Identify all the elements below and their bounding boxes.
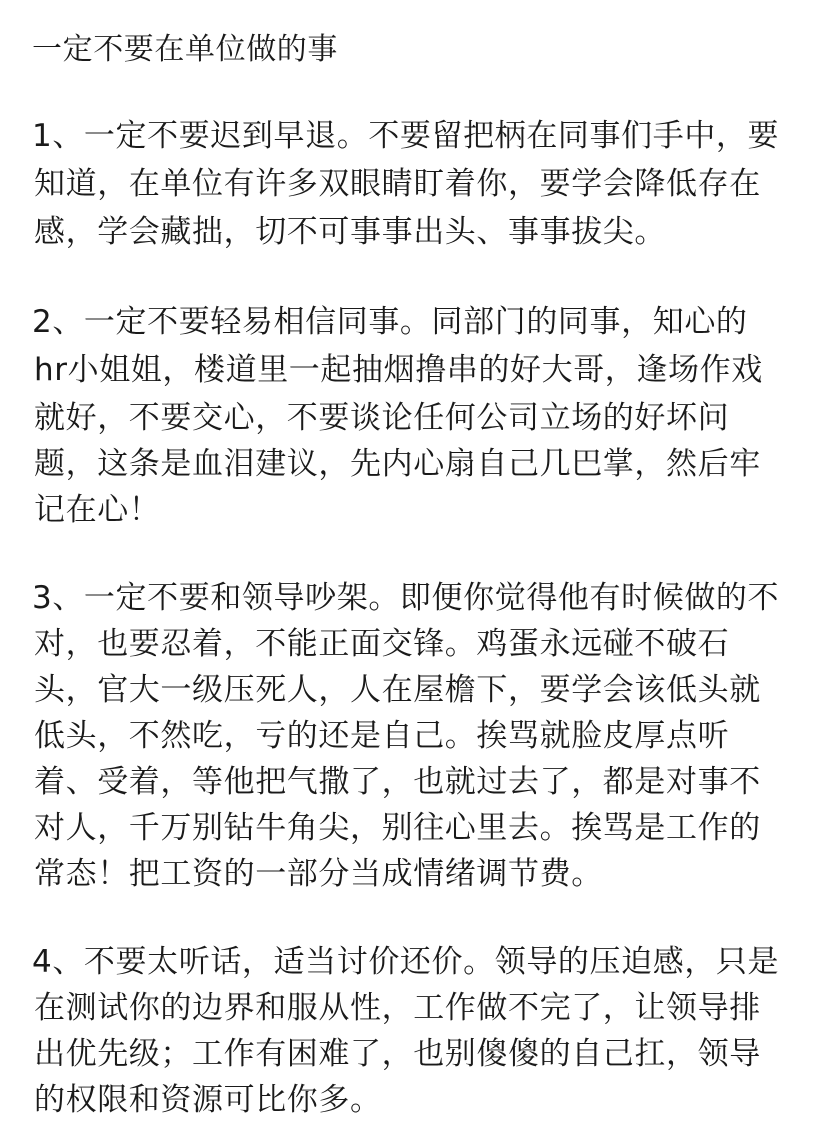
section-2-line-4: 题，这条是血泪建议，先内心扇自己几巴掌，然后牢 bbox=[34, 446, 761, 482]
section-3-line-4: 低头，不然吃，亏的还是自己。挨骂就脸皮厚点听 bbox=[34, 718, 730, 754]
section-3-line-6: 对人，千万别钻牛角尖，别往心里去。挨骂是工作的 bbox=[34, 810, 761, 846]
section-4-line-4: 的权限和资源可比你多。 bbox=[34, 1082, 382, 1118]
section-2-line-2: hr小姐姐，楼道里一起抽烟撸串的好大哥，逢场作戏 bbox=[34, 352, 763, 388]
section-3-line-2: 对，也要忍着，不能正面交锋。鸡蛋永远碰不破石 bbox=[34, 626, 730, 662]
section-1-line-2: 知道，在单位有许多双眼睛盯着你，要学会降低存在 bbox=[34, 166, 761, 202]
section-4-line-1: 4、不要太听话，适当讨价还价。领导的压迫感，只是 bbox=[32, 944, 780, 980]
section-1-line-3: 感，学会藏拙，切不可事事出头、事事拔尖。 bbox=[34, 214, 666, 250]
section-2-line-3: 就好，不要交心，不要谈论任何公司立场的好坏问 bbox=[34, 400, 730, 436]
section-4-line-3: 出优先级；工作有困难了，也别傻傻的自己扛，领导 bbox=[34, 1036, 761, 1072]
section-3-line-5: 着、受着，等他把气撒了，也就过去了，都是对事不 bbox=[34, 764, 761, 800]
section-2-line-5: 记在心！ bbox=[34, 492, 161, 528]
section-2-line-1: 2、一定不要轻易相信同事。同部门的同事，知心的 bbox=[32, 304, 748, 340]
document-title: 一定不要在单位做的事 bbox=[32, 32, 338, 67]
section-4-line-2: 在测试你的边界和服从性，工作做不完了，让领导排 bbox=[34, 990, 761, 1026]
section-3-line-1: 3、一定不要和领导吵架。即便你觉得他有时候做的不 bbox=[32, 580, 780, 616]
section-1-line-1: 1、一定不要迟到早退。不要留把柄在同事们手中，要 bbox=[32, 118, 780, 154]
section-3-line-7: 常态！把工资的一部分当成情绪调节费。 bbox=[34, 856, 603, 892]
section-3-line-3: 头，官大一级压死人，人在屋檐下，要学会该低头就 bbox=[34, 672, 761, 708]
